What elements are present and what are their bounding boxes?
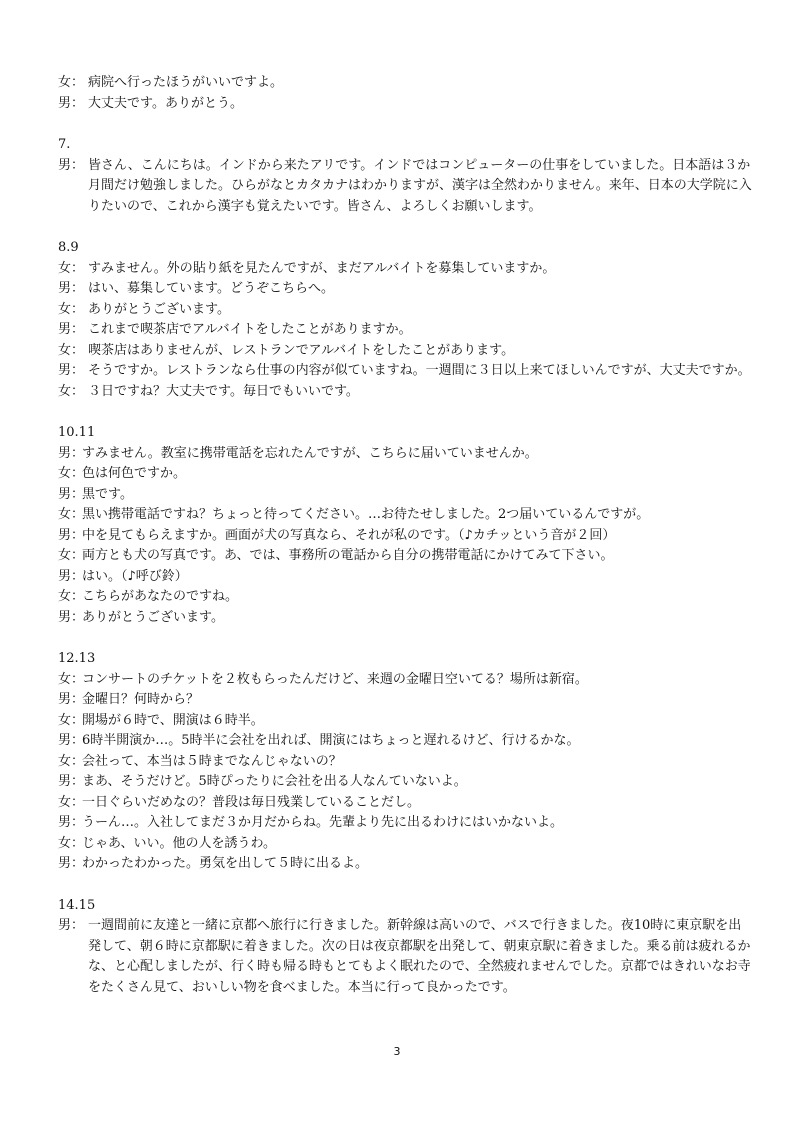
dialogue-text: すみません。教室に携帯電話を忘れたんですが、こちらに届いていませんか。	[82, 445, 538, 461]
dialogue-line	[58, 341, 754, 362]
dialogue-line	[58, 526, 754, 547]
dialogue-text: 皆さん、こんにちは。インドから来たアリです。インドではコンピューターの仕事をしていました。日本語は３か月間だけ勉強しました。ひらがなとカタカナはわかりますが、漢字は全然わかりません。来年、日本の大学院に入りたいので、これから漢字も覚えたいです。皆さん、よろしくお願いします。	[88, 157, 752, 214]
question-number: 10.11	[58, 425, 96, 440]
dialogue-text: 一日ぐらいだめなの？普段は毎日残業していることだし。	[82, 794, 421, 810]
dialogue-text: 一週間前に友達と一緒に京都へ旅行に行きました。新幹線は高いので、バスで行きました。夜10時に東京駅を出発して、朝６時に京都駅に着きました。次の日は夜京都駅を出発して、朝東京駅に着きました。乗る前は疲れるかな、と心配しましたが、行く時も帰る時もとてもよく眠れたので、全然疲れませんでした。京都ではきれいなお寺をたくさん見て、おいしい物を食べました。本当に行って良かったです。	[88, 918, 751, 995]
dialogue-line	[58, 505, 754, 526]
dialogue-text: 黒です。	[82, 486, 133, 502]
dialogue-line	[58, 587, 754, 608]
speaker-label: 女：	[58, 342, 85, 358]
dialogue-section	[58, 135, 754, 217]
speaker-label: 女：	[58, 835, 85, 851]
speaker-label: 男：	[58, 95, 85, 111]
dialogue-section	[58, 649, 754, 875]
speaker-label: 女：	[58, 712, 85, 728]
dialogue-line	[58, 546, 754, 567]
speaker-label: 男：	[58, 322, 85, 337]
dialogue-text: 会社って、本当は５時までなんじゃないの？	[82, 753, 342, 769]
speaker-label: 男：	[58, 568, 85, 584]
dialogue-line	[58, 813, 754, 834]
dialogue-text: 黒い携帯電話ですね？ちょっと待ってください。…お待たせしました。2つ届いているんですが。	[82, 507, 650, 522]
dialogue-text: ３日ですね？大丈夫です。毎日でもいいです。	[88, 383, 359, 399]
speaker-label: 女：	[58, 548, 85, 563]
dialogue-text: うーん…。入社してまだ３か月だからね。先輩より先に出るわけにはいかないよ。	[82, 815, 564, 830]
dialogue-text: そうですか。レストランなら仕事の内容が似ていますね。一週間に３日以上来てほしいんですが、大丈夫ですか。	[88, 363, 751, 378]
speaker-label: 女：	[58, 589, 85, 604]
speaker-label: 女：	[58, 466, 85, 481]
dialogue-line	[58, 94, 754, 115]
dialogue-line	[58, 300, 754, 321]
dialogue-text: わかったわかった。勇気を出して５時に出るよ。	[82, 856, 369, 871]
dialogue-line	[58, 690, 754, 711]
speaker-label: 男：	[58, 918, 85, 933]
question-number: 8.9	[58, 240, 79, 255]
dialogue-line	[58, 485, 754, 506]
speaker-label: 女：	[58, 383, 85, 399]
dialogue-line	[58, 464, 754, 485]
dialogue-text: まあ、そうだけど。5時ぴったりに会社を出る人なんていないよ。	[82, 774, 467, 789]
dialogue-line	[58, 711, 754, 732]
speaker-label: 女：	[58, 301, 85, 317]
dialogue-line	[58, 567, 754, 588]
dialogue-text: じゃあ、いい。他の人を誘うわ。	[82, 835, 276, 851]
dialogue-section	[58, 896, 754, 999]
dialogue-section	[58, 238, 754, 402]
dialogue-line	[58, 156, 754, 218]
dialogue-line	[58, 259, 754, 280]
dialogue-text: これまで喫茶店でアルバイトをしたことがありますか。	[88, 322, 412, 337]
dialogue-text: すみません。外の貼り紙を見たんですが、まだアルバイトを募集していますか。	[88, 260, 556, 276]
dialogue-line	[58, 670, 754, 691]
speaker-label: 男：	[58, 815, 85, 830]
dialogue-text: 中を見てもらえますか。画面が犬の写真なら、それが私のです。（♪カチッという音が２回）	[82, 527, 616, 543]
dialogue-line	[58, 361, 754, 382]
speaker-label: 男：	[58, 692, 85, 707]
question-number: 7.	[58, 137, 71, 152]
dialogue-line	[58, 382, 754, 403]
dialogue-line	[58, 916, 754, 998]
dialogue-section	[58, 423, 754, 628]
page-number: 3	[393, 1045, 401, 1058]
dialogue-text: 病院へ行ったほうがいいですよ。	[88, 75, 284, 90]
speaker-label: 男：	[58, 856, 85, 871]
speaker-label: 女：	[58, 507, 85, 522]
dialogue-text: 大丈夫です。ありがとう。	[88, 95, 243, 111]
question-number: 12.13	[58, 651, 96, 666]
dialogue-line	[58, 73, 754, 94]
dialogue-text: 金曜日？何時から？	[82, 692, 200, 707]
speaker-label: 女：	[58, 260, 85, 276]
speaker-label: 女：	[58, 794, 85, 810]
speaker-label: 男：	[58, 733, 85, 748]
dialogue-line	[58, 834, 754, 855]
speaker-label: 男：	[58, 527, 85, 543]
dialogue-line	[58, 731, 754, 752]
speaker-label: 女：	[58, 671, 85, 687]
dialogue-line	[58, 320, 754, 341]
speaker-label: 女：	[58, 75, 85, 90]
dialogue-text: はい、募集しています。どうぞこちらへ。	[88, 281, 334, 296]
speaker-label: 男：	[58, 281, 85, 296]
speaker-label: 男：	[58, 445, 85, 461]
speaker-label: 男：	[58, 157, 85, 173]
dialogue-text: ありがとうございます。	[82, 609, 224, 625]
dialogue-text: こちらがあなたのですね。	[82, 589, 239, 604]
question-number: 14.15	[58, 897, 96, 913]
speaker-label: 男：	[58, 774, 85, 789]
dialogue-text: ありがとうございます。	[88, 301, 230, 317]
dialogue-section	[58, 73, 754, 114]
dialogue-text: コンサートのチケットを２枚もらったんだけど、来週の金曜日空いてる？場所は新宿。	[82, 671, 588, 687]
speaker-label: 男：	[58, 609, 85, 625]
dialogue-text: はい。（♪呼び鈴）	[82, 568, 188, 584]
dialogue-line	[58, 444, 754, 465]
dialogue-text: 両方とも犬の写真です。あ、では、事務所の電話から自分の携帯電話にかけてみて下さい。	[82, 548, 614, 563]
dialogue-line	[58, 793, 754, 814]
dialogue-line	[58, 752, 754, 773]
dialogue-line	[58, 854, 754, 875]
dialogue-line	[58, 772, 754, 793]
dialogue-line	[58, 608, 754, 629]
speaker-label: 男：	[58, 486, 85, 502]
speaker-label: 男：	[58, 363, 85, 378]
dialogue-line	[58, 279, 754, 300]
dialogue-text: 喫茶店はありませんが、レストランでアルバイトをしたことがあります。	[88, 342, 515, 358]
speaker-label: 女：	[58, 753, 85, 769]
dialogue-text: 開場が６時で、開演は６時半。	[82, 712, 264, 728]
dialogue-text: 色は何色ですか。	[82, 466, 187, 481]
dialogue-text: 6時半開演か…。5時半に会社を出れば、開演にはちょっと遅れるけど、行けるかな。	[82, 733, 580, 748]
